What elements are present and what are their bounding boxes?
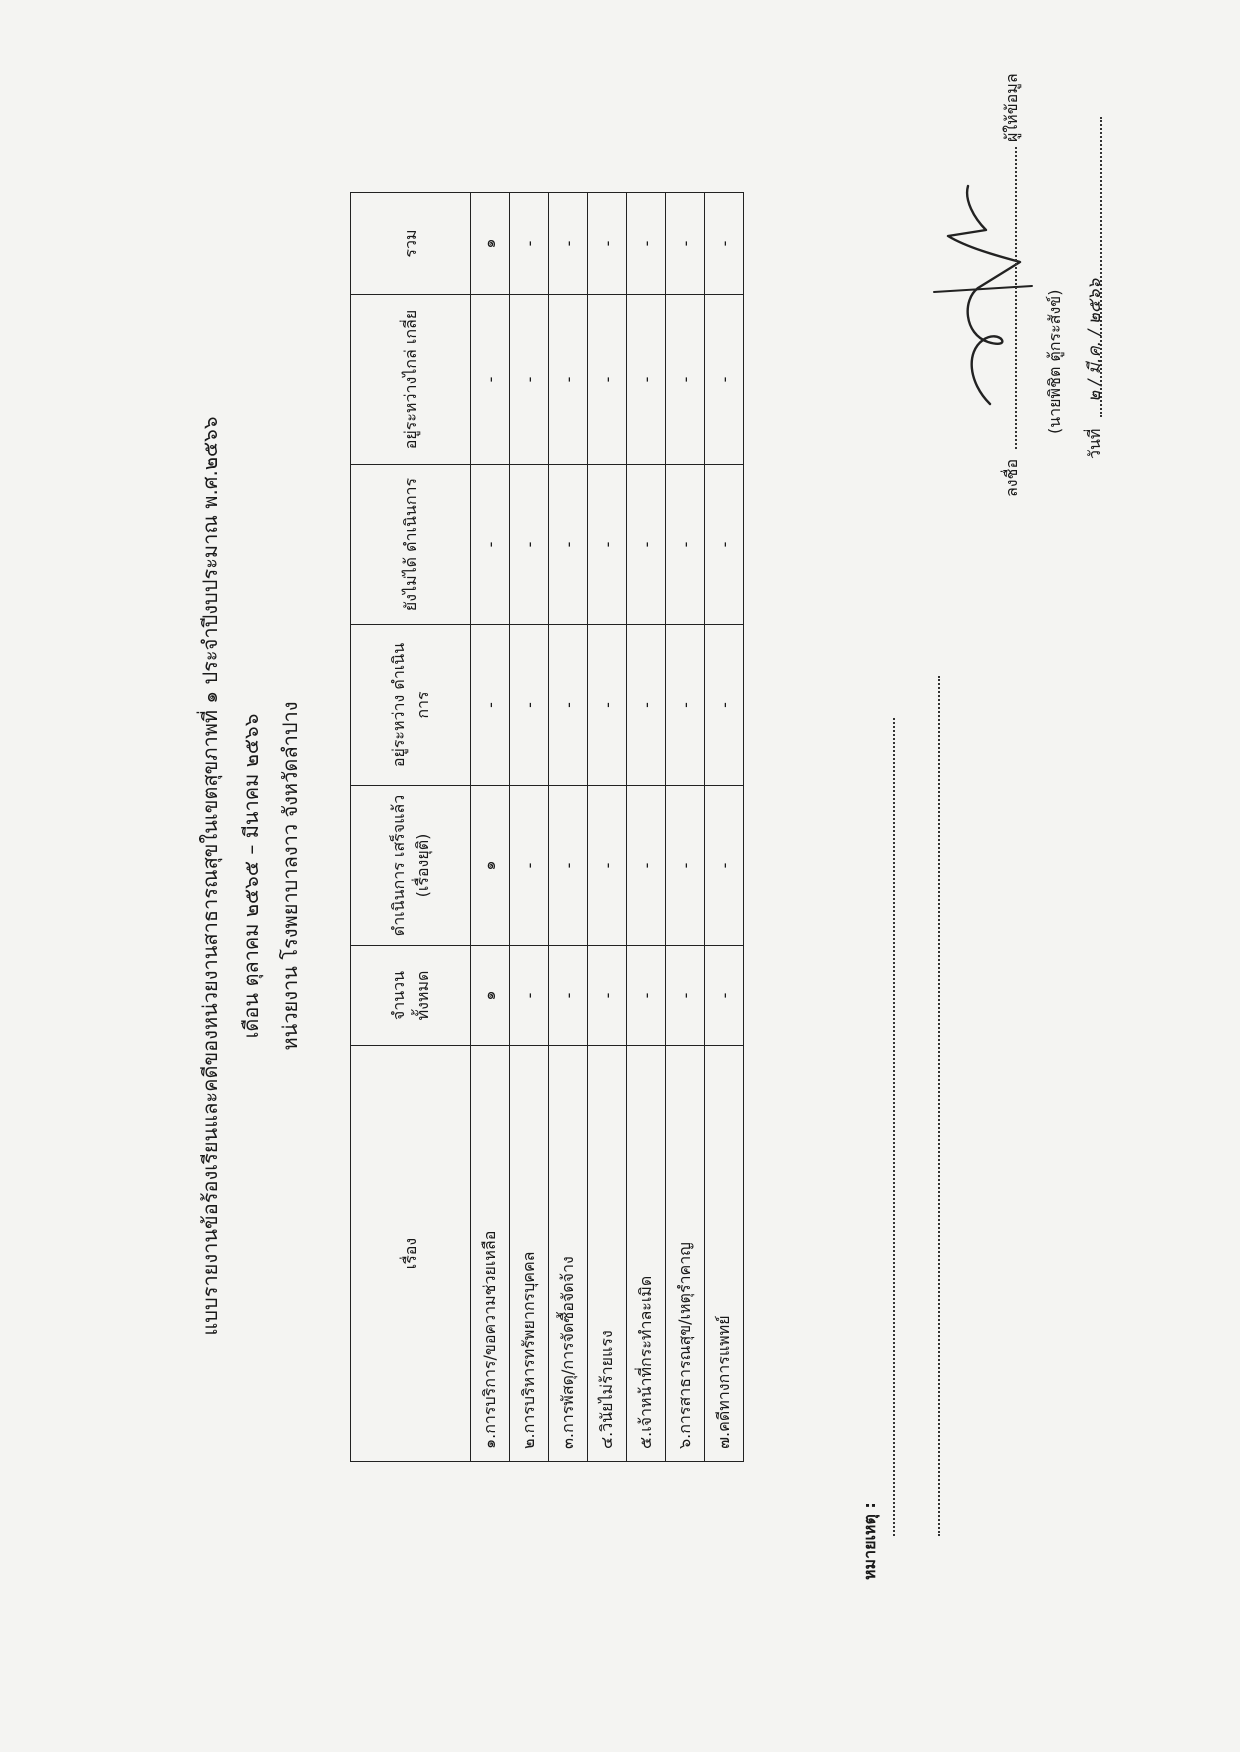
- table-header-row: [351, 193, 471, 1462]
- cell-topic: ๔.วินัยไม่ร้ายแรง: [588, 1046, 627, 1462]
- date-line: [1100, 117, 1102, 417]
- signatory-name: (นายพิชิต ตู้กระสังข์): [1045, 289, 1064, 434]
- table-row: [627, 193, 666, 1462]
- cell-not-started: -: [510, 465, 549, 625]
- cell-mediation: -: [471, 295, 510, 465]
- signature-line: [1015, 147, 1017, 449]
- cell-completed: -: [549, 786, 588, 946]
- cell-in-progress: -: [627, 625, 666, 786]
- cell-mediation: -: [588, 295, 627, 465]
- report-title: แบบรายงานข้อร้องเรียนและคดีของหน่วยงานสาธารณสุขในเขตสุขภาพที่ ๑ ประจำปีงบประมาณ พ.ศ.๒๕๖๖: [198, 416, 222, 1336]
- cell-topic: ๖.การสาธารณสุข/เหตุรำคาญ: [666, 1046, 705, 1462]
- cell-mediation: -: [666, 295, 705, 465]
- cell-topic: ๗.คดีทางการแพทย์: [705, 1046, 744, 1462]
- cell-completed: -: [510, 786, 549, 946]
- table-row: [666, 193, 705, 1462]
- cell-total: -: [549, 946, 588, 1046]
- cell-completed: -: [705, 786, 744, 946]
- cell-not-started: -: [705, 465, 744, 625]
- report-unit: หน่วยงาน โรงพยาบาลงาว จังหวัดลำปาง: [278, 701, 302, 1051]
- cell-in-progress: -: [588, 625, 627, 786]
- cell-not-started: -: [588, 465, 627, 625]
- table-row: [510, 193, 549, 1462]
- column-header-topic: เรื่อง: [351, 1046, 471, 1462]
- table-row: [705, 193, 744, 1462]
- table-row: [588, 193, 627, 1462]
- handwritten-signature: [928, 182, 1038, 412]
- cell-in-progress: -: [471, 625, 510, 786]
- date-label: วันที่: [1085, 428, 1104, 459]
- report-period: เดือน ตุลาคม ๒๕๖๕ – มีนาคม ๒๕๖๖: [239, 713, 263, 1039]
- cell-topic: ๑.การบริการ/ขอความช่วยเหลือ: [471, 1046, 510, 1462]
- cell-total: -: [588, 946, 627, 1046]
- cell-sum: -: [666, 193, 705, 295]
- cell-in-progress: -: [510, 625, 549, 786]
- cell-sum: -: [588, 193, 627, 295]
- cell-sum: -: [627, 193, 666, 295]
- cell-mediation: -: [627, 295, 666, 465]
- cell-mediation: -: [549, 295, 588, 465]
- cell-completed: ๑: [471, 786, 510, 946]
- complaints-table: [350, 192, 744, 1462]
- cell-topic: ๓.การพัสดุ/การจัดซื้อจัดจ้าง: [549, 1046, 588, 1462]
- signature-role: ผู้ให้ข้อมูล: [1002, 73, 1021, 142]
- column-header-total: จำนวน ทั้งหมด: [351, 946, 471, 1046]
- cell-not-started: -: [666, 465, 705, 625]
- column-header-mediation: อยู่ระหว่างไกล่ เกลี่ย: [351, 295, 471, 465]
- column-header-not-started: ยังไม่ได้ ดำเนินการ: [351, 465, 471, 625]
- date-value: ๒ / มี.ค. / ๒๕๖๖: [1085, 278, 1105, 402]
- cell-in-progress: -: [549, 625, 588, 786]
- cell-not-started: -: [627, 465, 666, 625]
- column-header-completed: ดำเนินการ เสร็จแล้ว (เรื่องยุติ): [351, 786, 471, 946]
- cell-mediation: -: [510, 295, 549, 465]
- cell-topic: ๕.เจ้าหน้าที่กระทำละเมิด: [627, 1046, 666, 1462]
- cell-total: -: [510, 946, 549, 1046]
- table-row: [471, 193, 510, 1462]
- cell-completed: -: [588, 786, 627, 946]
- remarks-line: [893, 718, 895, 1536]
- cell-sum: -: [705, 193, 744, 295]
- cell-completed: -: [627, 786, 666, 946]
- cell-total: -: [627, 946, 666, 1046]
- cell-sum: -: [549, 193, 588, 295]
- table-row: [549, 193, 588, 1462]
- column-header-in-progress: อยู่ระหว่าง ดำเนินการ: [351, 625, 471, 786]
- remarks-label: หมายเหตุ :: [860, 1502, 879, 1580]
- column-header-sum: รวม: [351, 193, 471, 295]
- cell-total: -: [705, 946, 744, 1046]
- cell-completed: -: [666, 786, 705, 946]
- cell-sum: -: [510, 193, 549, 295]
- cell-in-progress: -: [666, 625, 705, 786]
- cell-topic: ๒.การบริหารทรัพยากรบุคคล: [510, 1046, 549, 1462]
- remarks-line: [938, 676, 940, 1536]
- cell-mediation: -: [705, 295, 744, 465]
- cell-not-started: -: [549, 465, 588, 625]
- cell-total: -: [666, 946, 705, 1046]
- signature-label: ลงชื่อ: [1002, 458, 1021, 497]
- cell-in-progress: -: [705, 625, 744, 786]
- cell-not-started: -: [471, 465, 510, 625]
- cell-sum: ๑: [471, 193, 510, 295]
- cell-total: ๑: [471, 946, 510, 1046]
